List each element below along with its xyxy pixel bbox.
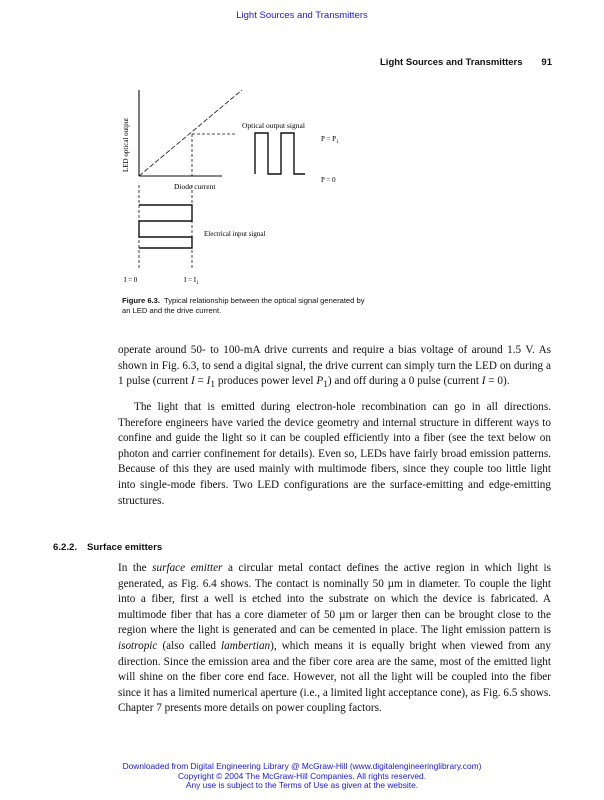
i-one-text: I = I: [184, 276, 197, 284]
footer-download-link[interactable]: Downloaded from Digital Engineering Library @ McGraw-Hill (www.digitalengineeringlibrary.com): [122, 761, 482, 771]
optical-signal-label: Optical output signal: [242, 121, 305, 130]
i-zero-label: I = 0: [124, 276, 138, 284]
emission-text: The light that is emitted during electron-hole recombination can go in all directions. Therefore engineers have varied the device geometry and internal structure in different ways to confine and guide the light so it can be coupled efficiently into a fiber (see the text below on photon and carrier confinement for details). Even so, LEDs have fairly broad emission patterns. Because of this they are used mainly with multimode fibers, since they couple too little light into single-mode fibers. Two LED configurations are the surface-emitting and edge-emitting structures.: [118, 401, 551, 507]
footer-copyright: Copyright © 2004 The McGraw-Hill Companies. All rights reserved.: [177, 770, 427, 781]
y-axis-label: LED optical output: [122, 117, 130, 172]
page-number: 91: [541, 57, 552, 68]
section-heading: [53, 542, 162, 553]
figure-6-3: [118, 88, 358, 293]
figure-caption: [122, 296, 372, 316]
p-high-label: [321, 135, 339, 145]
emission-paragraph: [118, 400, 551, 509]
p-high-subscript: 1: [335, 140, 339, 145]
surface-emitter-text: In the surface emitter a circular metal contact defines the active region in which light is generated, as Fig. 6.4 shows. The contact is nominally 50 µm in diameter. To couple the light into a fiber, first a well is etched into the substrate on which the device is fabricated. A multimode fiber that has a core diameter of 50 µm or larger then can be brought close to the region where the light is generated and can be cemented in place. The light emission pattern is isotropic (also called lambertian), which means it is equally bright when viewed from any direction. Since the emission area and the fiber core area are the same, most of the emitted light will shine on the fiber core end face. However, not all the light will be coupled into the fiber since it has a limited numerical aperture (i.e., a limited light acceptance cone), as Fig. 6.5 shows. Chapter 7 presents more details on power coupling factors.: [118, 562, 551, 715]
section-title: Surface emitters: [87, 542, 163, 553]
footer-terms[interactable]: Any use is subject to the Terms of Use as given at the website.: [185, 780, 419, 791]
x-axis-label: Diode current: [174, 182, 216, 191]
intro-text: operate around 50- to 100-mA drive currents and require a bias voltage of around 1.5 V. As shown in Fig. 6.3, to send a digital signal, the drive current can simply turn the LED on during a 1 pulse (current $I = I_1$ produces power level $P_1$) and off during a 0 pulse (current I = 0).: [118, 344, 551, 391]
caption-text: Typical relationship between the optical signal generated by an LED and the drive current.: [122, 296, 365, 315]
electrical-signal-label: Electrical input signal: [204, 230, 266, 238]
running-header: [380, 57, 552, 68]
running-title: Light Sources and Transmitters: [380, 57, 523, 68]
electrical-input-waveform: [139, 205, 192, 248]
i-one-subscript: 1: [196, 281, 199, 286]
section-number: 6.2.2.: [53, 542, 78, 553]
led-characteristic-line: [139, 90, 242, 176]
intro-paragraph: [118, 343, 551, 394]
footer: [0, 762, 604, 791]
i-one-label: [184, 276, 199, 286]
top-site-link[interactable]: Light Sources and Transmitters: [236, 10, 368, 21]
optical-output-waveform: [255, 133, 305, 174]
p-low-label: P = 0: [321, 176, 336, 184]
surface-emitter-paragraph: [118, 561, 551, 717]
caption-number: Figure 6.3.: [122, 296, 160, 305]
p-high-text: P = P: [321, 135, 336, 143]
